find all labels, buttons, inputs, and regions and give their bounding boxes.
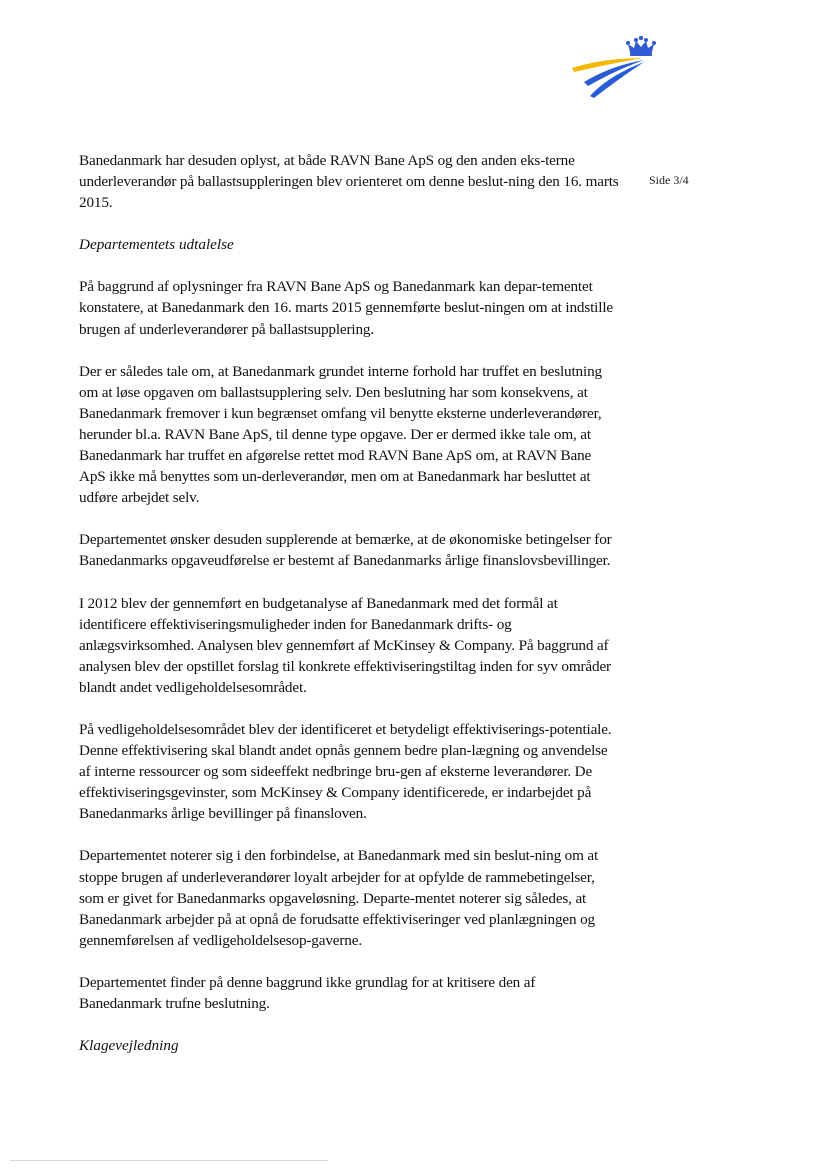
footer-divider bbox=[10, 1160, 328, 1161]
paragraph-1: Banedanmark har desuden oplyst, at både RAVN Bane ApS og den anden eks-terne underleverandør på ballastsuppleringen blev orienteret om denne beslut-ning den 16. marts 2015. bbox=[79, 152, 619, 212]
rail-swoosh-icon bbox=[572, 58, 644, 98]
paragraph-7: Departementet noterer sig i den forbindelse, at Banedanmark med sin beslut-ning om at stoppe brugen af underleverandører loyalt arbejder for at opfylde de rammebetingelser, som er givet for Banedanmarks opgaveløsning. Departe-mentet noterer sig således, at Banedanmark arbejder på at opnå de forudsatte effektiviseringer ved planlægningen og gennemførelsen af vedligeholdelsesop-gaverne. bbox=[79, 847, 599, 949]
paragraph-2: På baggrund af oplysninger fra RAVN Bane ApS og Banedanmark kan depar-tementet konstatere, at Banedanmark den 16. marts 2015 gennemførte beslut-ningen om at indstille brugen af underleverandører på ballastsupplering. bbox=[79, 278, 613, 338]
paragraph-4: Departementet ønsker desuden supplerende at bemærke, at de økonomiske betingelser for Banedanmarks opgaveudførelse er bestemt af Banedanmarks årlige finanslovsbevillinger. bbox=[79, 531, 612, 570]
paragraph-6: På vedligeholdelsesområdet blev der identificeret et betydeligt effektiviserings-potentiale. Denne effektivisering skal blandt andet opnås gennem bedre plan-lægning og anvendelse af interne ressourcer og som sideeffekt nedbringe bru-gen af eksterne leverandører. De effektiviseringsgevinster, som McKinsey & Company identificerede, er indarbejdet på Banedanmarks årlige bevillinger på finansloven. bbox=[79, 720, 612, 823]
banedanmark-logo bbox=[566, 36, 662, 100]
section-heading-klagevejledning: Klagevejledning bbox=[79, 1037, 179, 1055]
letter-body bbox=[79, 150, 619, 1077]
paragraph-3: Der er således tale om, at Banedanmark grundet interne forhold har truffet en beslutning om at løse opgaven om ballastsupplering selv. Den beslutning har som konsekvens, at Banedanmark fremover i kun begrænset omfang vil benytte eksterne underleverandører, herunder bl.a. RAVN Bane ApS, til denne type opgave. Der er dermed ikke tale om, at Banedanmark har truffet en afgørelse rettet mod RAVN Bane ApS om, at RAVN Bane ApS ikke må benyttes som un-derleverandør, men om at Banedanmark har besluttet at udføre arbejdet selv. bbox=[79, 362, 602, 507]
paragraph-8: Departementet finder på denne baggrund ikke grundlag for at kritisere den af Banedanmark trufne beslutning. bbox=[79, 973, 536, 1012]
paragraph-5: I 2012 blev der gennemført en budgetanalyse af Banedanmark med det formål at identificere effektiviseringsmuligheder inden for Banedanmark drifts- og anlægsvirksomhed. Analysen blev gennemført af McKinsey & Company. På baggrund af analysen blev der opstillet forslag til konkrete effektiviseringstiltag inden for syv områder blandt andet vedligeholdelsesområdet. bbox=[79, 594, 611, 696]
section-heading-departementets-udtalelse: Departementets udtalelse bbox=[79, 236, 234, 254]
page-indicator: Side 3/4 bbox=[649, 173, 689, 187]
crown-icon bbox=[626, 36, 656, 56]
